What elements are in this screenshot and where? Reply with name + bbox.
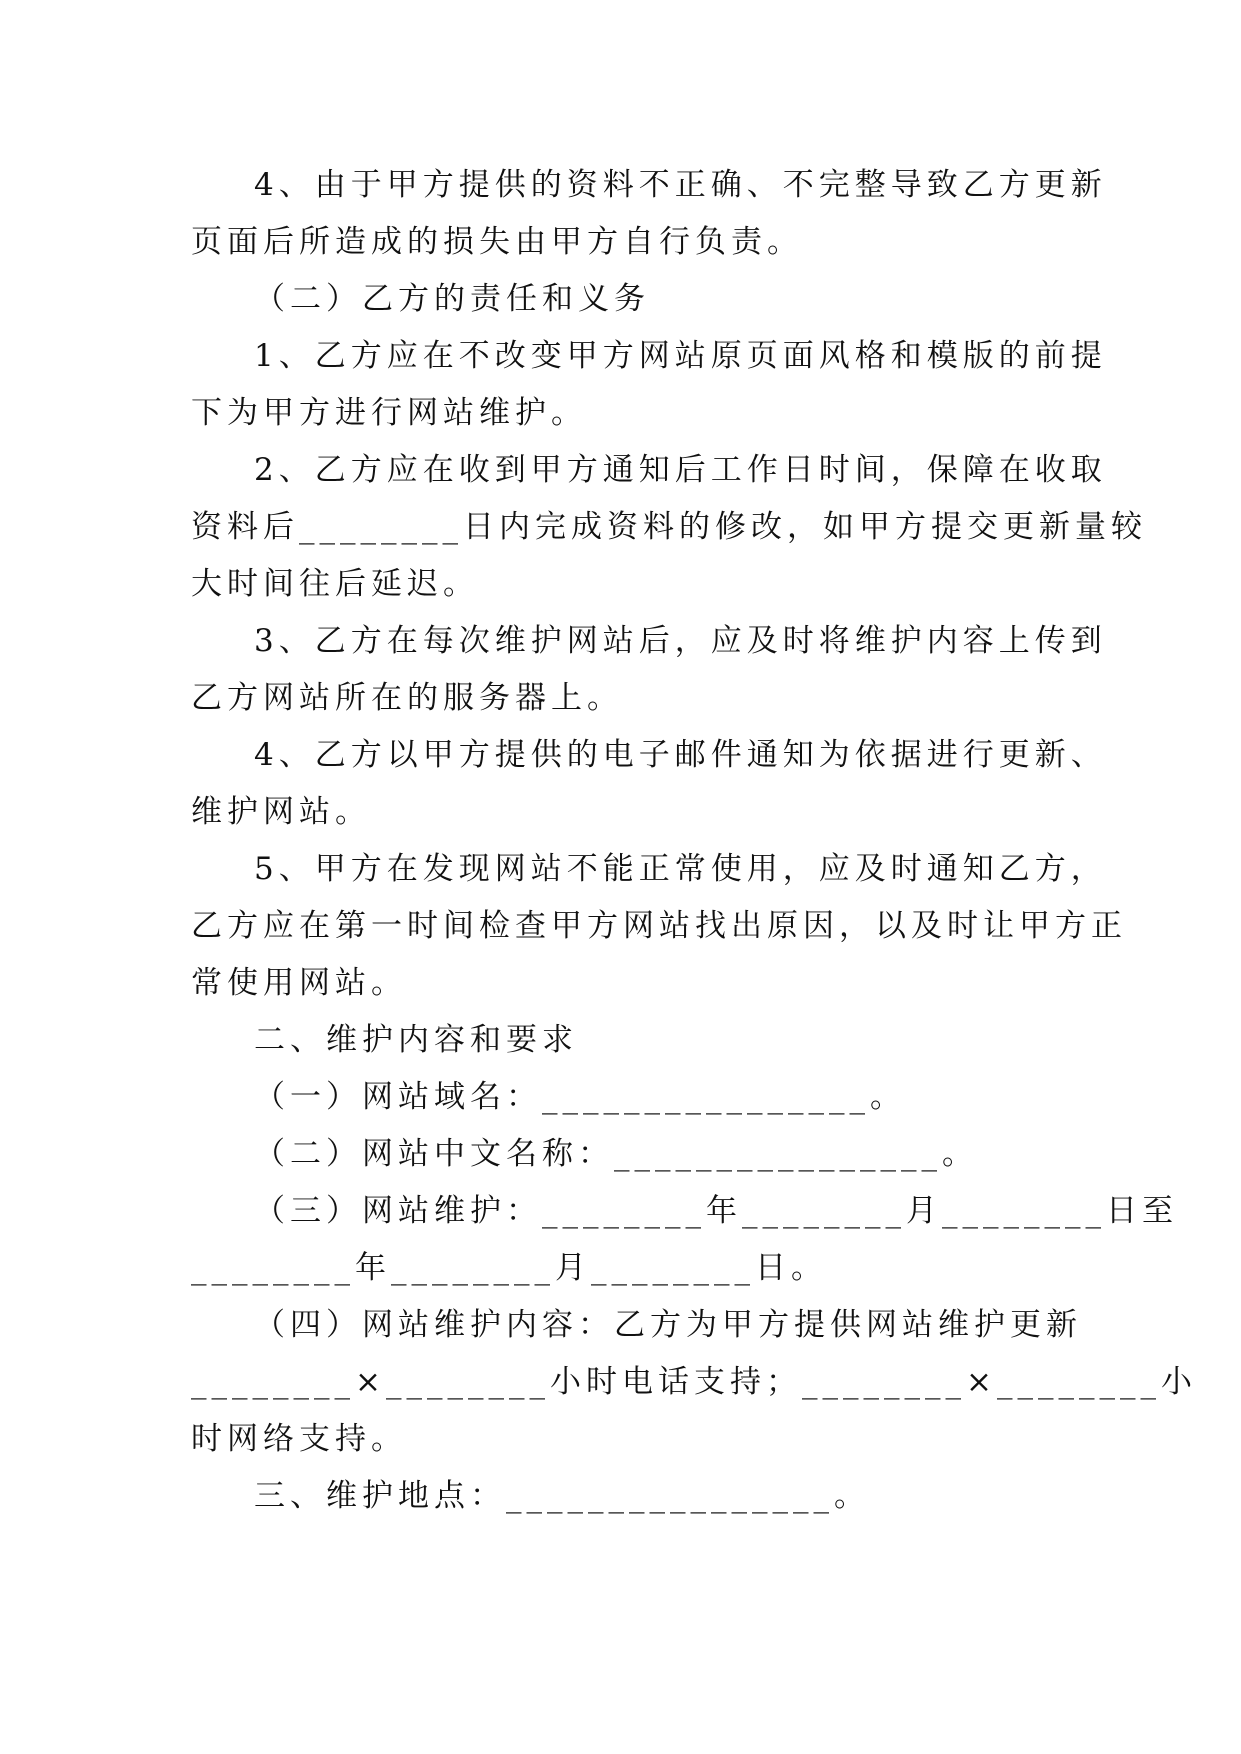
form-field-line: （一）网站域名：________________。: [254, 1079, 906, 1115]
paragraph-line: 5、甲方在发现网站不能正常使用，应及时通知乙方，: [254, 851, 1107, 887]
paragraph-line: 1、乙方应在不改变甲方网站原页面风格和模版的前提: [254, 338, 1107, 374]
paragraph-line: 2、乙方应在收到甲方通知后工作日时间，保障在收取: [254, 452, 1107, 488]
paragraph-line: （四）网站维护内容：乙方为甲方提供网站维护更新: [254, 1307, 1082, 1343]
form-field-line: （三）网站维护：________年________月________日至: [254, 1193, 1178, 1229]
form-field-line: ________×________小时电话支持；________×________小: [191, 1364, 1197, 1400]
paragraph-line: 大时间往后延迟。: [191, 566, 479, 602]
paragraph-line: 3、乙方在每次维护网站后，应及时将维护内容上传到: [254, 623, 1107, 659]
paragraph-line: 4、由于甲方提供的资料不正确、不完整导致乙方更新: [254, 167, 1107, 203]
paragraph-line: 下为甲方进行网站维护。: [191, 395, 587, 431]
form-field-line: （二）网站中文名称：________________。: [254, 1136, 978, 1172]
form-field-line: ________年________月________日。: [191, 1250, 827, 1286]
form-field-line: 三、维护地点：________________。: [254, 1478, 870, 1514]
paragraph-line: 页面后所造成的损失由甲方自行负责。: [191, 224, 803, 260]
paragraph-line: 时网络支持。: [191, 1421, 407, 1457]
paragraph-line: 4、乙方以甲方提供的电子邮件通知为依据进行更新、: [254, 737, 1107, 773]
paragraph-line: 维护网站。: [191, 794, 371, 830]
paragraph-line: 乙方网站所在的服务器上。: [191, 680, 623, 716]
section-heading: （二）乙方的责任和义务: [254, 281, 650, 317]
paragraph-line: 资料后________日内完成资料的修改，如甲方提交更新量较: [191, 509, 1147, 545]
paragraph-line: 乙方应在第一时间检查甲方网站找出原因，以及时让甲方正: [191, 908, 1127, 944]
section-heading: 二、维护内容和要求: [254, 1022, 578, 1058]
paragraph-line: 常使用网站。: [191, 965, 407, 1001]
